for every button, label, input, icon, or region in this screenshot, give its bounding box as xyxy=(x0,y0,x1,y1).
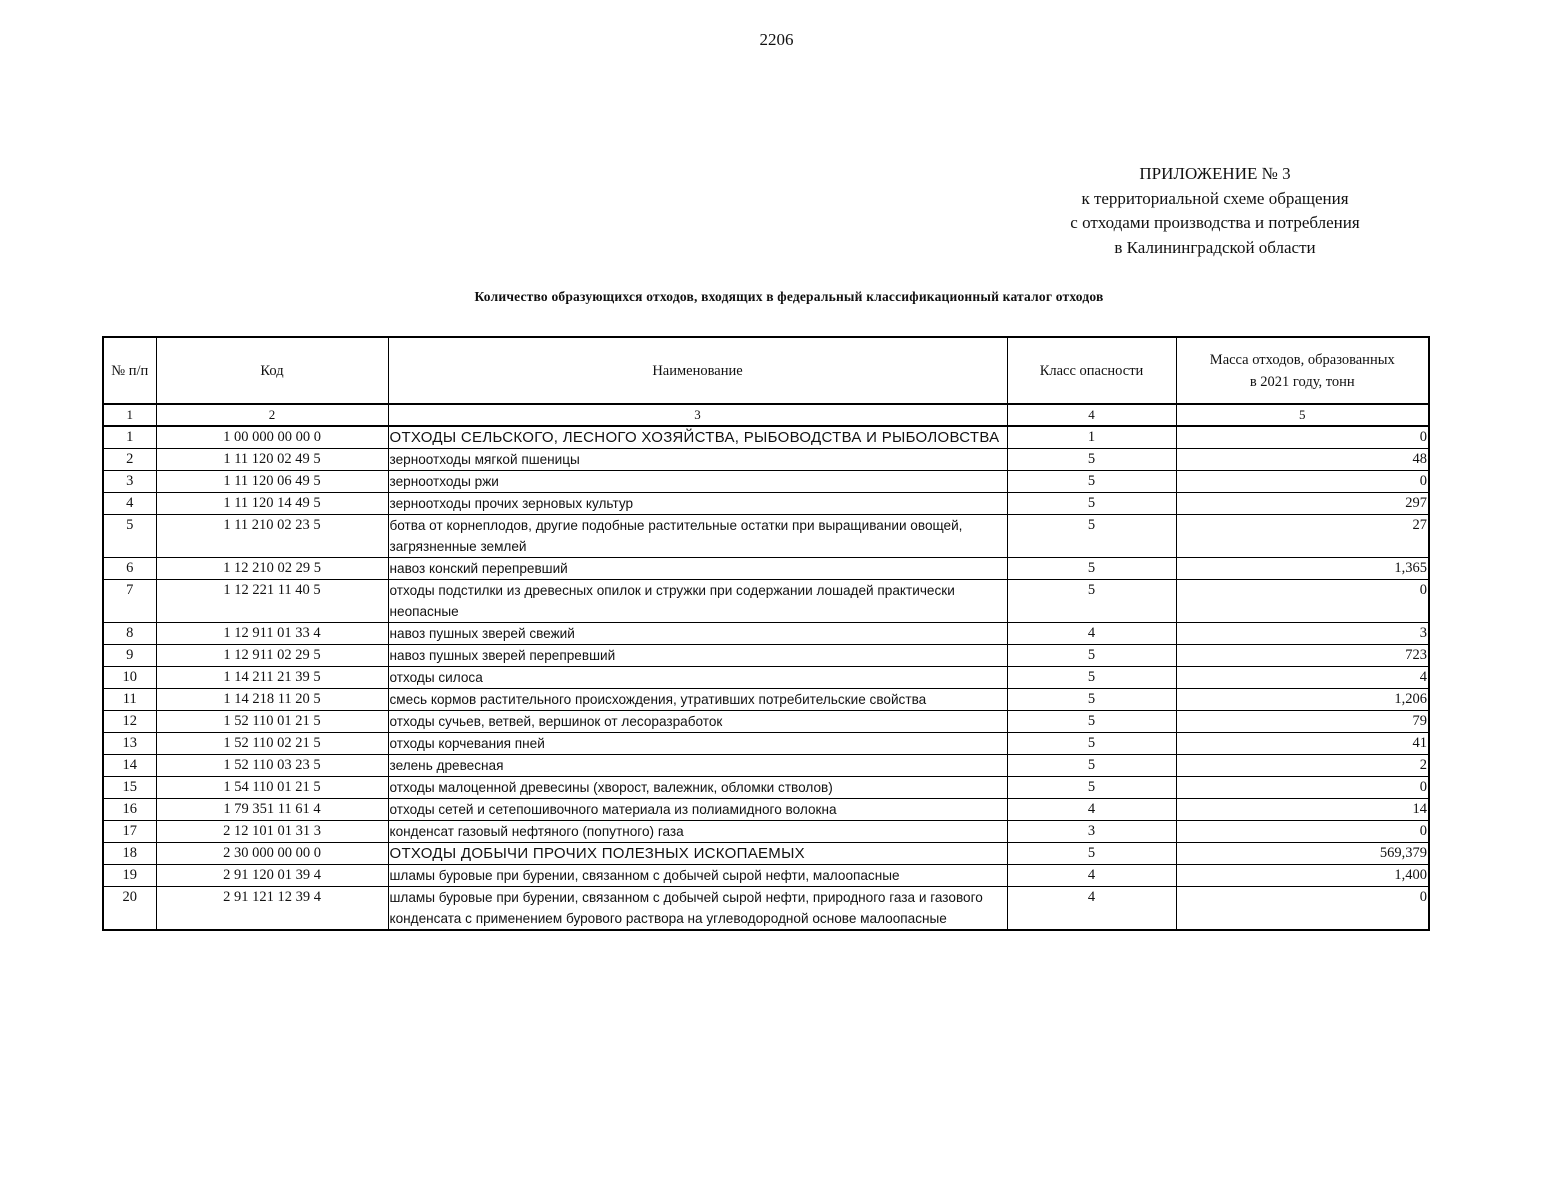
row-hazard-class: 4 xyxy=(1007,799,1176,821)
row-mass: 723 xyxy=(1176,645,1429,667)
row-code: 1 00 000 00 00 0 xyxy=(156,426,388,449)
table-row xyxy=(103,645,1429,667)
row-number: 6 xyxy=(103,558,156,580)
row-code: 2 91 120 01 39 4 xyxy=(156,865,388,887)
row-mass: 2 xyxy=(1176,755,1429,777)
column-number-row xyxy=(103,404,1429,426)
row-name: отходы подстилки из древесных опилок и стружки при содержании лошадей практически неопасные xyxy=(388,580,1007,623)
row-mass: 1,400 xyxy=(1176,865,1429,887)
row-number: 20 xyxy=(103,887,156,931)
column-number: 3 xyxy=(388,404,1007,426)
table-row xyxy=(103,689,1429,711)
row-hazard-class: 5 xyxy=(1007,645,1176,667)
row-name: зерноотходы прочих зерновых культур xyxy=(388,493,1007,515)
row-mass: 3 xyxy=(1176,623,1429,645)
row-number: 18 xyxy=(103,843,156,865)
row-mass: 0 xyxy=(1176,887,1429,931)
row-hazard-class: 5 xyxy=(1007,755,1176,777)
row-hazard-class: 5 xyxy=(1007,733,1176,755)
row-mass: 0 xyxy=(1176,426,1429,449)
row-mass: 48 xyxy=(1176,449,1429,471)
header-mass-line-1: Масса отходов, образованных xyxy=(1209,351,1395,368)
document-title: Количество образующихся отходов, входящих в федеральный классификационный каталог отходов xyxy=(474,289,1104,304)
table-row xyxy=(103,515,1429,558)
table-row xyxy=(103,865,1429,887)
row-hazard-class: 5 xyxy=(1007,711,1176,733)
table-row xyxy=(103,843,1429,865)
row-number: 13 xyxy=(103,733,156,755)
row-code: 1 79 351 11 61 4 xyxy=(156,799,388,821)
row-code: 1 11 120 14 49 5 xyxy=(156,493,388,515)
row-name: навоз конский перепревший xyxy=(388,558,1007,580)
row-code: 1 11 210 02 23 5 xyxy=(156,515,388,558)
row-name: смесь кормов растительного происхождения, утративших потребительские свойства xyxy=(388,689,1007,711)
row-code: 1 11 120 06 49 5 xyxy=(156,471,388,493)
page-number: 2206 xyxy=(759,30,794,49)
table-row xyxy=(103,755,1429,777)
row-number: 10 xyxy=(103,667,156,689)
row-hazard-class: 5 xyxy=(1007,471,1176,493)
row-number: 9 xyxy=(103,645,156,667)
row-code: 1 14 218 11 20 5 xyxy=(156,689,388,711)
waste-table xyxy=(102,336,1430,931)
row-hazard-class: 4 xyxy=(1007,623,1176,645)
table-row xyxy=(103,623,1429,645)
row-number: 17 xyxy=(103,821,156,843)
row-hazard-class: 5 xyxy=(1007,689,1176,711)
row-hazard-class: 5 xyxy=(1007,843,1176,865)
row-mass: 79 xyxy=(1176,711,1429,733)
row-number: 5 xyxy=(103,515,156,558)
row-name: шламы буровые при бурении, связанном с добычей сырой нефти, природного газа и газового конденсата с применением бурового раствора на углеводородной основе малоопасные xyxy=(388,887,1007,931)
row-mass: 0 xyxy=(1176,580,1429,623)
row-name: отходы малоценной древесины (хворост, валежник, обломки стволов) xyxy=(388,777,1007,799)
row-name: зерноотходы ржи xyxy=(388,471,1007,493)
row-hazard-class: 5 xyxy=(1007,777,1176,799)
row-hazard-class: 1 xyxy=(1007,426,1176,449)
header-hazard-class: Класс опасности xyxy=(1007,337,1176,404)
row-code: 2 30 000 00 00 0 xyxy=(156,843,388,865)
row-number: 1 xyxy=(103,426,156,449)
row-hazard-class: 5 xyxy=(1007,667,1176,689)
row-mass: 569,379 xyxy=(1176,843,1429,865)
row-mass: 297 xyxy=(1176,493,1429,515)
table-row xyxy=(103,777,1429,799)
row-mass: 14 xyxy=(1176,799,1429,821)
header-code: Код xyxy=(156,337,388,404)
row-hazard-class: 5 xyxy=(1007,558,1176,580)
row-code: 1 14 211 21 39 5 xyxy=(156,667,388,689)
column-number: 4 xyxy=(1007,404,1176,426)
appendix-line-4: в Калининградской области xyxy=(1114,237,1316,257)
row-code: 1 52 110 01 21 5 xyxy=(156,711,388,733)
table-row xyxy=(103,799,1429,821)
row-hazard-class: 4 xyxy=(1007,865,1176,887)
row-name: отходы сучьев, ветвей, вершинок от лесоразработок xyxy=(388,711,1007,733)
table-row xyxy=(103,667,1429,689)
row-mass: 1,365 xyxy=(1176,558,1429,580)
row-code: 1 54 110 01 21 5 xyxy=(156,777,388,799)
row-name: отходы силоса xyxy=(388,667,1007,689)
row-hazard-class: 5 xyxy=(1007,580,1176,623)
row-name: ОТХОДЫ ДОБЫЧИ ПРОЧИХ ПОЛЕЗНЫХ ИСКОПАЕМЫХ xyxy=(388,843,1007,865)
row-mass: 0 xyxy=(1176,777,1429,799)
row-code: 1 12 221 11 40 5 xyxy=(156,580,388,623)
header-mass xyxy=(1176,337,1429,404)
header-no: № п/п xyxy=(103,337,156,404)
row-name: шламы буровые при бурении, связанном с добычей сырой нефти, малоопасные xyxy=(388,865,1007,887)
row-code: 1 52 110 02 21 5 xyxy=(156,733,388,755)
row-name: зелень древесная xyxy=(388,755,1007,777)
row-number: 16 xyxy=(103,799,156,821)
row-mass: 4 xyxy=(1176,667,1429,689)
row-number: 8 xyxy=(103,623,156,645)
row-number: 4 xyxy=(103,493,156,515)
table-row xyxy=(103,887,1429,931)
row-number: 15 xyxy=(103,777,156,799)
row-code: 2 12 101 01 31 3 xyxy=(156,821,388,843)
table-row xyxy=(103,821,1429,843)
table-row xyxy=(103,493,1429,515)
table-row xyxy=(103,580,1429,623)
row-name: зерноотходы мягкой пшеницы xyxy=(388,449,1007,471)
row-code: 1 12 911 02 29 5 xyxy=(156,645,388,667)
header-name: Наименование xyxy=(388,337,1007,404)
row-name: ботва от корнеплодов, другие подобные растительные остатки при выращивании овощей, загрязненные землей xyxy=(388,515,1007,558)
row-hazard-class: 3 xyxy=(1007,821,1176,843)
appendix-line-3: с отходами производства и потребления xyxy=(1070,213,1360,232)
row-name: ОТХОДЫ СЕЛЬСКОГО, ЛЕСНОГО ХОЗЯЙСТВА, РЫБОВОДСТВА И РЫБОЛОВСТВА xyxy=(388,426,1007,449)
row-hazard-class: 5 xyxy=(1007,515,1176,558)
row-number: 7 xyxy=(103,580,156,623)
row-mass: 0 xyxy=(1176,821,1429,843)
row-number: 2 xyxy=(103,449,156,471)
row-name: отходы сетей и сетепошивочного материала из полиамидного волокна xyxy=(388,799,1007,821)
row-name: отходы корчевания пней xyxy=(388,733,1007,755)
table-row xyxy=(103,558,1429,580)
row-name: навоз пушных зверей перепревший xyxy=(388,645,1007,667)
appendix-header xyxy=(1040,162,1390,260)
table-row xyxy=(103,471,1429,493)
row-code: 1 52 110 03 23 5 xyxy=(156,755,388,777)
table-row xyxy=(103,449,1429,471)
row-mass: 41 xyxy=(1176,733,1429,755)
row-hazard-class: 4 xyxy=(1007,887,1176,931)
row-code: 2 91 121 12 39 4 xyxy=(156,887,388,931)
row-name: конденсат газовый нефтяного (попутного) газа xyxy=(388,821,1007,843)
row-hazard-class: 5 xyxy=(1007,493,1176,515)
row-code: 1 12 911 01 33 4 xyxy=(156,623,388,645)
column-number: 5 xyxy=(1176,404,1429,426)
column-number: 2 xyxy=(156,404,388,426)
row-code: 1 12 210 02 29 5 xyxy=(156,558,388,580)
row-number: 3 xyxy=(103,471,156,493)
row-hazard-class: 5 xyxy=(1007,449,1176,471)
row-number: 12 xyxy=(103,711,156,733)
column-number: 1 xyxy=(103,404,156,426)
row-number: 14 xyxy=(103,755,156,777)
row-mass: 27 xyxy=(1176,515,1429,558)
row-number: 11 xyxy=(103,689,156,711)
waste-table-body xyxy=(103,337,1429,930)
table-row xyxy=(103,733,1429,755)
row-code: 1 11 120 02 49 5 xyxy=(156,449,388,471)
row-mass: 1,206 xyxy=(1176,689,1429,711)
appendix-line-1: ПРИЛОЖЕНИЕ № 3 xyxy=(1139,164,1291,183)
appendix-line-2: к территориальной схеме обращения xyxy=(1081,188,1349,208)
table-header-row xyxy=(103,337,1429,404)
row-name: навоз пушных зверей свежий xyxy=(388,623,1007,645)
row-mass: 0 xyxy=(1176,471,1429,493)
row-number: 19 xyxy=(103,865,156,887)
table-row xyxy=(103,426,1429,449)
table-row xyxy=(103,711,1429,733)
header-mass-line-2: в 2021 году, тонн xyxy=(1249,373,1355,390)
